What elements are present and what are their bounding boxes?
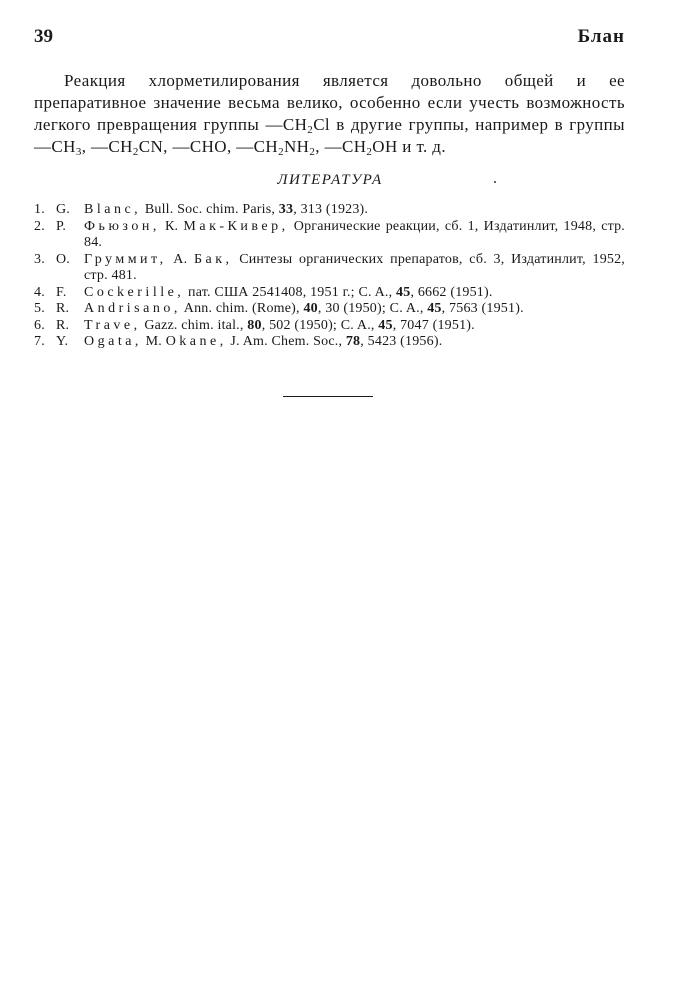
reference-text: Bull. Soc. chim. Paris, [141,202,279,217]
reference-item [34,252,625,285]
subscript: 2 [366,146,373,158]
reference-author: Мак-Кивер, [183,218,289,234]
reference-volume: 45 [396,284,411,300]
reference-number: 6. [34,317,45,333]
reference-number: 5. [34,301,45,316]
print-speck [494,181,496,183]
subscript: 2 [132,146,139,158]
paragraph-text: CN, —CHO, —CH [138,137,279,156]
reference-item [34,334,625,351]
reference-initial: G. [56,202,71,217]
reference-item [34,301,625,318]
reference-text: К. [159,218,184,234]
reference-initial: P. [56,218,67,234]
subscript: 2 [307,124,314,136]
reference-text: Ann. chim. (Rome), [180,301,304,316]
reference-text: А. [166,251,194,267]
reference-text: , 313 (1923). [293,202,369,217]
reference-text: пат. США 2541408, 1951 г.; C. A., [184,284,397,300]
paragraph-text: , —CH [81,137,133,156]
reference-volume: 45 [427,301,442,316]
reference-author: Ogata, [84,334,142,349]
reference-author: Груммит, [84,251,167,267]
reference-text: , 30 (1950); C. A., [317,301,428,316]
reference-initial: Y. [56,334,69,349]
paragraph-text: , —CH [315,137,367,156]
reference-author: Trave, [84,317,141,333]
reference-number: 4. [34,284,45,300]
reference-text: J. Am. Chem. Soc., [226,334,346,349]
reference-item [34,202,625,219]
reference-author: Фьюзон, [84,218,160,234]
paragraph-text: OH и т. д. [372,137,446,156]
reference-item [34,318,625,335]
reference-text: Gazz. chim. ital., [140,317,248,333]
reference-author: Blanc, [84,202,142,217]
paragraph-text: Cl в другие группы, например в группы —CH [34,115,626,156]
reference-text: , 502 (1950); C. A., [261,317,379,333]
reference-volume: 40 [303,301,318,316]
subscript: 2 [309,146,316,158]
reference-text: M. [141,334,166,349]
subscript: 3 [75,146,82,158]
running-title: Блан [577,26,625,47]
reference-volume: 78 [345,334,361,349]
reference-text: Синтезы органических препаратов, сб. 3, Издатинлит, 1952, стр. 481. [84,251,625,283]
body-paragraph [34,70,625,158]
paragraph-text: NH [284,137,310,156]
reference-item [34,219,625,252]
reference-initial: R. [56,301,70,316]
reference-author: Бак, [193,251,233,267]
reference-text: , 5423 (1956). [360,334,443,349]
reference-item [34,285,625,302]
reference-number: 1. [34,202,45,217]
paragraph-text: Реакция хлорметилирования является довольно общей и ее препаративное значение весьма велико, особенно если учесть возможность легкого превращения группы —CH [34,71,625,134]
reference-text: , 6662 (1951). [410,284,493,300]
reference-number: 2. [34,218,45,234]
reference-text: Органические реакции, сб. 1, Издатинлит, 1948, стр. 84. [84,218,625,250]
reference-text: , 7047 (1951). [392,317,475,333]
reference-number: 3. [34,251,45,267]
reference-volume: 45 [378,317,393,333]
literature-heading: ЛИТЕРАТУРА [277,172,383,188]
reference-initial: R. [56,317,70,333]
reference-volume: 33 [278,202,294,217]
reference-author: Andrisano, [84,301,181,316]
reference-list [34,202,625,351]
reference-author: Cockerille, [84,284,185,300]
end-rule [283,396,373,397]
subscript: 2 [278,146,284,158]
reference-initial: F. [56,284,67,300]
reference-volume: 80 [247,317,262,333]
reference-text: , 7563 (1951). [441,301,524,316]
reference-initial: О. [56,251,71,267]
page-header [34,26,625,48]
reference-number: 7. [34,334,45,349]
reference-author: Okane, [165,334,227,349]
page-number: 39 [34,26,53,47]
